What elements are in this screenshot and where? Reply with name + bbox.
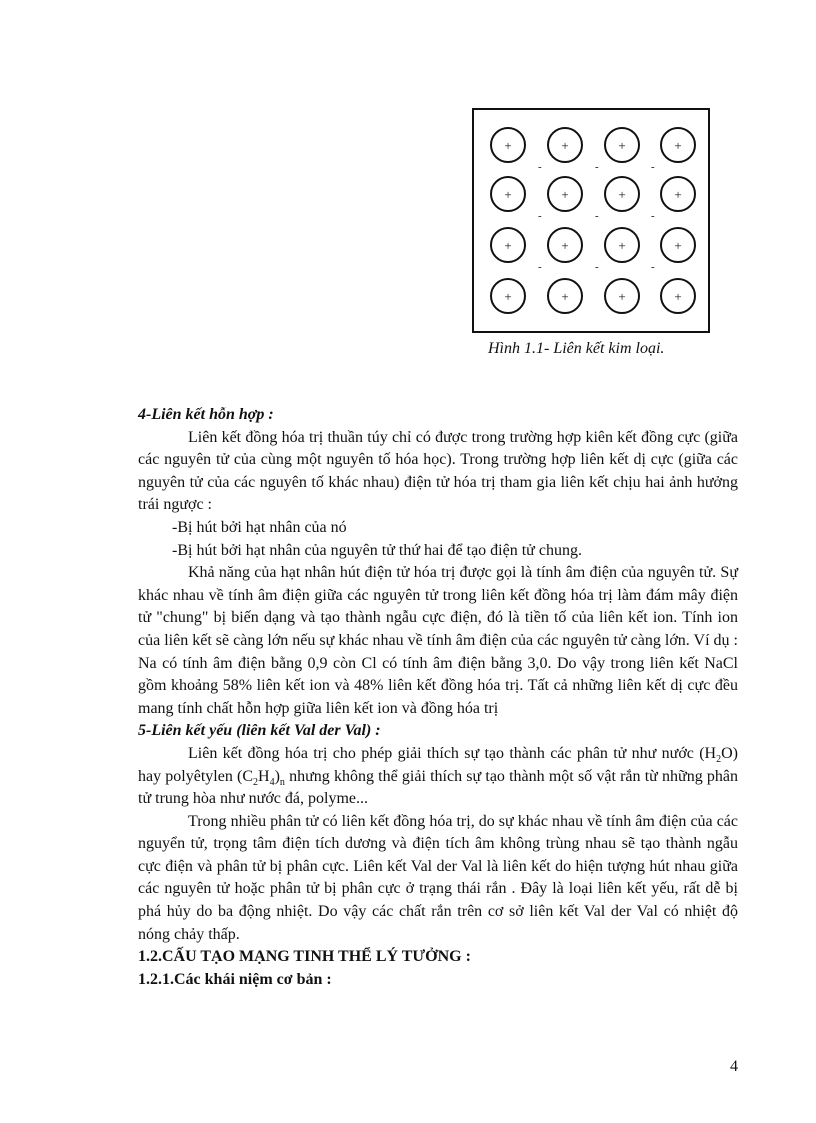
electron: -: [538, 210, 542, 222]
paragraph-mixed-bond: Liên kết đồng hóa trị thuần túy chỉ có được trong trường hợp kiên kết đồng cực (giữa các nguyên tử của cùng một nguyên tố hóa học). Trong trường hợp liên kết dị cực (giữa các nguyên tử của các nguyên tố khác nhau) điện tử hóa trị tham gia liên kết chịu hai ảnh hưởng trái ngược :: [138, 428, 738, 514]
positive-ion: +: [660, 176, 696, 212]
subscript: 4: [269, 776, 275, 788]
electron: -: [651, 161, 655, 173]
electron: -: [538, 261, 542, 273]
bullet-item: -Bị hút bởi hạt nhân của nó: [172, 518, 347, 536]
paragraph-covalent-molecules: [138, 743, 738, 811]
subscript: 2: [253, 776, 259, 788]
electron: -: [595, 210, 599, 222]
text-span: ): [274, 767, 280, 785]
section-heading-ideal-lattice: 1.2.CẤU TẠO MẠNG TINH THỂ LÝ TƯỞNG :: [138, 948, 471, 966]
metal-bond-figure: [472, 108, 710, 333]
subscript: n: [279, 776, 285, 788]
bullet-item: -Bị hút bởi hạt nhân của nguyên tử thứ hai để tạo điện tử chung.: [172, 541, 582, 559]
positive-ion: +: [660, 278, 696, 314]
text-body: [138, 404, 738, 991]
subscript: 2: [716, 754, 722, 766]
heading-weak-bond: 5-Liên kết yếu (liên kết Val der Val) :: [138, 722, 381, 740]
positive-ion: +: [547, 127, 583, 163]
positive-ion: +: [604, 278, 640, 314]
positive-ion: +: [660, 127, 696, 163]
positive-ion: +: [547, 176, 583, 212]
positive-ion: +: [490, 127, 526, 163]
text-span: nhưng không thể giải thích sự tạo thành một số vật rắn từ những phân tử trung hòa như nước đá, polyme...: [138, 767, 738, 808]
text-span: Liên kết đồng hóa trị cho phép giải thích sự tạo thành các phân tử như nước (H: [188, 744, 717, 762]
positive-ion: +: [547, 227, 583, 263]
electron: -: [651, 210, 655, 222]
paragraph-van-der-waals: Trong nhiều phân tử có liên kết đồng hóa trị, do sự khác nhau về tính âm điện của các nguyển tử, trọng tâm điện tích dương và điện tích âm không trùng nhau sẽ tạo thành ngẫu cực điện và phân tử bị phân cực. Liên kết Val der Val là liên kết do hiện tượng hút nhau giữa các nguyên tử hoặc phân tử bị phân cực ở trạng thái rắn . Đây là loại liên kết yếu, rất dễ bị phá hủy do ba động nhiệt. Do vậy các chất rắn trên cơ sở liên kết Val der Val có nhiệt độ nóng chảy thấp.: [138, 812, 738, 943]
page-number: 4: [730, 1058, 738, 1075]
text-span: H: [258, 767, 270, 785]
positive-ion: +: [490, 278, 526, 314]
electron: -: [538, 161, 542, 173]
positive-ion: +: [604, 176, 640, 212]
electron: -: [651, 261, 655, 273]
subsection-heading-basic-concepts: 1.2.1.Các khái niệm cơ bản :: [138, 970, 332, 988]
positive-ion: +: [604, 227, 640, 263]
figure-caption: Hình 1.1- Liên kết kim loại.: [488, 340, 665, 357]
positive-ion: +: [547, 278, 583, 314]
positive-ion: +: [660, 227, 696, 263]
positive-ion: +: [490, 227, 526, 263]
positive-ion: +: [604, 127, 640, 163]
heading-mixed-bond: 4-Liên kết hỗn hợp :: [138, 406, 274, 423]
positive-ion: +: [490, 176, 526, 212]
paragraph-electronegativity: Khả năng của hạt nhân hút điện tử hóa trị được gọi là tính âm điện của nguyên tử. Sự khác nhau về tính âm điện giữa các nguyên tử trong liên kết đồng hóa trị làm đám mây điện tử "chung" bị biến dạng và tạo thành ngẫu cực điện, đó là tiền tố của liên kết ion. Tính ion của liên kết sẽ càng lớn nếu sự khác nhau về tính âm điện của các nguyên tử càng lớn. Ví dụ : Na có tính âm điện bằng 0,9 còn Cl có tính âm điện bằng 3,0. Do vậy trong liên kết NaCl gồm khoảng 58% liên kết ion và 48% liên kết đồng hóa trị. Tất cả những liên kết dị cực đều mang tính chất hỗn hợp giữa liên kết ion và đồng hóa trị: [138, 564, 738, 717]
electron: -: [595, 261, 599, 273]
electron: -: [595, 161, 599, 173]
text-span: O) hay polyêtylen (C: [138, 744, 738, 785]
lattice-diagram: [474, 110, 708, 331]
